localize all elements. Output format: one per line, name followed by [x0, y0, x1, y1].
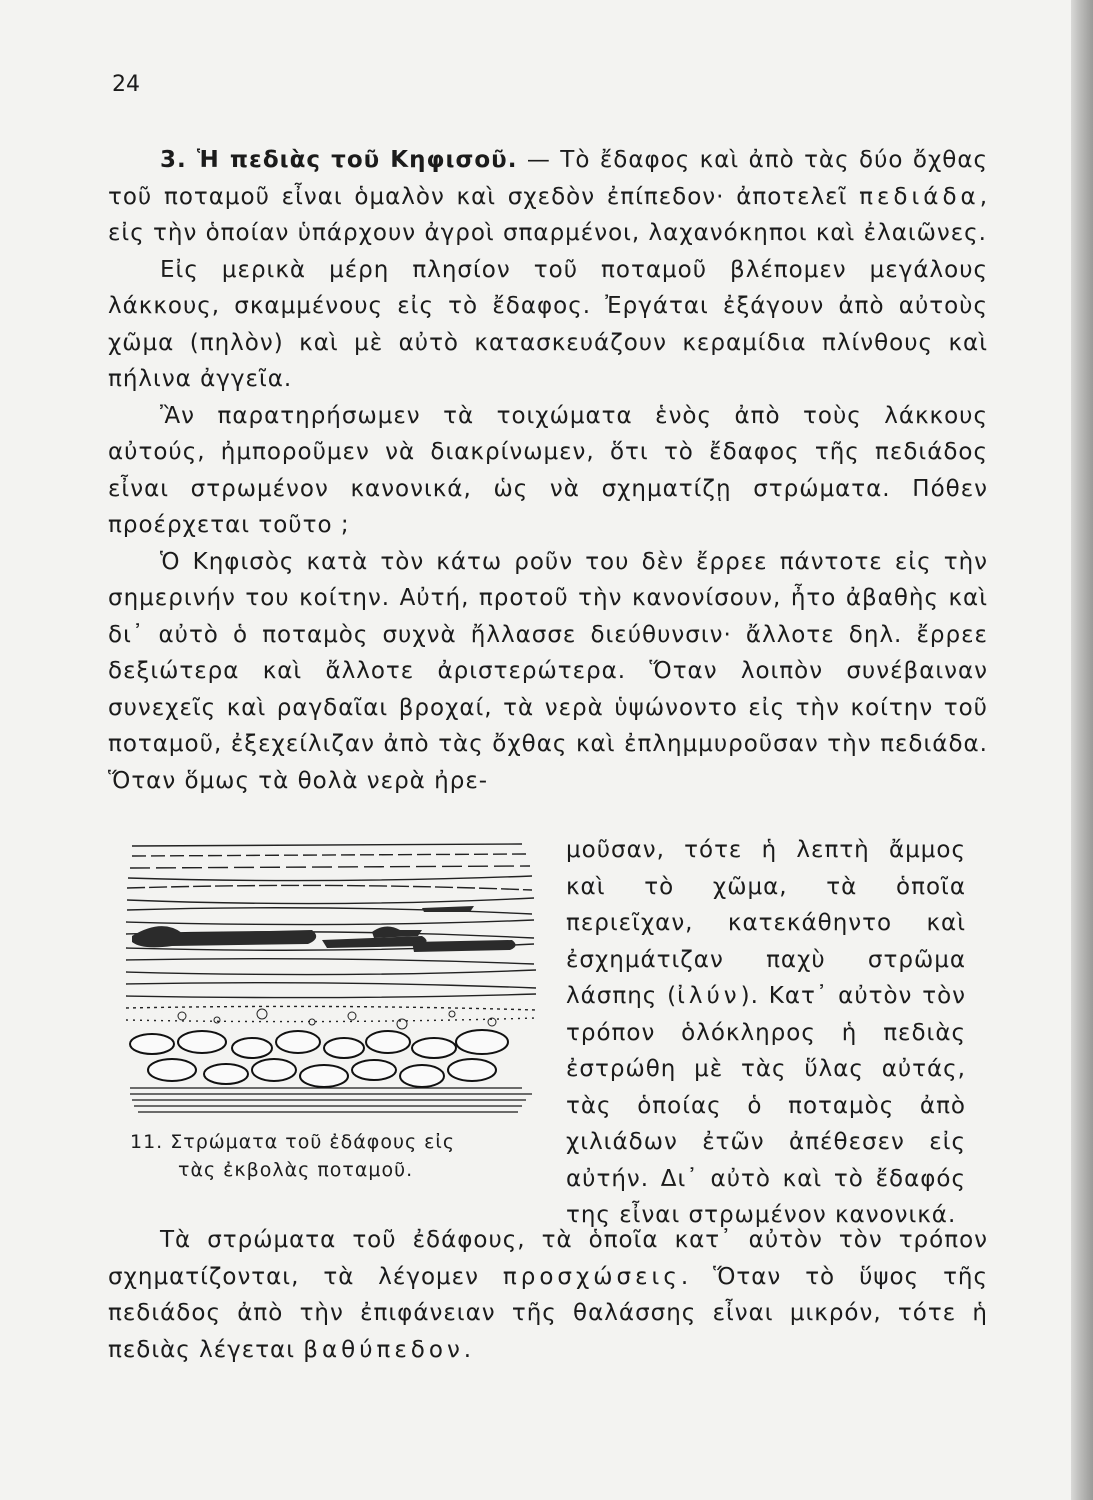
- caption-line-2: τὰς ἐκβολὰς ποταμοῦ.: [178, 1159, 414, 1181]
- paragraph-1-text: — Τὸ ἔδαφος καὶ ἀπὸ τὰς δύο ὄχθας τοῦ ποταμοῦ εἶναι ὁμαλὸν καὶ σχεδὸν ἐπίπεδον· ἀποτελεῖ: [108, 147, 988, 210]
- term-ilyn: ἰλύν: [677, 983, 741, 1009]
- soil-layers-illustration: [122, 838, 542, 1120]
- paragraph-4: Ὁ Κηφισὸς κατὰ τὸν κάτω ροῦν του δὲν ἔρρεε πάντοτε εἰς τὴν σημερινήν του κοίτην. Αὐτή, προτοῦ τὴν κανονίσουν, ἦτο ἀβαθὴς καὶ δι᾿ αὐτὸ ὁ ποταμὸς συχνὰ ἤλλασσε διεύθυνσιν· ἄλλοτε δηλ. ἔρρεε δεξιώτερα καὶ ἄλλοτε ἀριστερώτερα. Ὅταν λοιπὸν συνέβαιναν συνεχεῖς καὶ ραγδαῖαι βροχαί, τὰ νερὰ ὑψώνοντο εἰς τὴν κοίτην τοῦ ποταμοῦ, ἐξεχείλιζαν ἀπὸ τὰς ὄχθας καὶ ἐπλημμυροῦσαν τὴν πεδιάδα. Ὅταν ὅμως τὰ θολὰ νερὰ ἠρε-: [108, 548, 988, 794]
- term-proschoseis: προσχώσεις: [502, 1263, 681, 1290]
- paragraph-4-continued: [566, 832, 966, 1234]
- term-pediada: πεδιάδα: [859, 183, 980, 210]
- paragraph-5-b: . Ὅταν τὸ ὕψος τῆς πεδιάδος ἀπὸ τὴν ἐπιφάνειαν τῆς θαλάσσης εἶναι μικρόν, τότε ἡ πεδιὰς λέγεται: [108, 1263, 988, 1363]
- figure-caption: [130, 1128, 530, 1184]
- paragraph-1-end: , εἰς τὴν ὁποίαν ὑπάρχουν ἀγροὶ σπαρμένοι, λαχανόκηποι καὶ ἐλαιῶνες.: [108, 183, 988, 246]
- main-text-beside-figure: [566, 832, 966, 1234]
- paragraph-4-cont-a: μοῦσαν, τότε ἡ λεπτὴ ἄμμος καὶ τὸ χῶμα, τὰ ὁποῖα περιεῖχαν, κατεκάθηντο καὶ ἐσχημάτιζαν παχὺ στρῶμα λάσπης (: [566, 837, 966, 1009]
- paragraph-1: [108, 142, 988, 252]
- paragraph-5-a: Τὰ στρώματα τοῦ ἐδάφους, τὰ ὁποῖα κατ᾿ αὐτὸν τὸν τρόπον σχηματίζονται, τὰ λέγομεν: [108, 1227, 988, 1290]
- paragraph-4-cont-b: ). Κατ᾿ αὐτὸν τὸν τρόπον ὁλόκληρος ἡ πεδιὰς ἐστρώθη μὲ τὰς ὕλας αὐτάς, τὰς ὁποίας ὁ ποταμὸς ἀπὸ χιλιάδων ἐτῶν ἀπέθεσεν εἰς αὐτήν. Δι᾿ αὐτὸ καὶ τὸ ἔδαφός της εἶναι στρωμένον κανονικά.: [566, 983, 966, 1228]
- section-heading: 3. Ἡ πεδιὰς τοῦ Κηφισοῦ.: [160, 147, 518, 173]
- paragraph-5: [108, 1222, 988, 1368]
- caption-line-1: 11. Στρώματα τοῦ ἐδάφους εἰς: [130, 1131, 455, 1153]
- paragraph-5-end: .: [463, 1336, 473, 1363]
- paragraph-3: Ἂν παρατηρήσωμεν τὰ τοιχώματα ἑνὸς ἀπὸ τοὺς λάκκους αὐτούς, ἠμποροῦμεν νὰ διακρίνωμεν, ὅτι τὸ ἔδαφος τῆς πεδιάδος εἶναι στρωμένον κανονικά, ὡς νὰ σχηματίζῃ στρώματα. Πόθεν προέρχεται τοῦτο ;: [108, 402, 988, 538]
- term-bathypedon: βαθύπεδον: [303, 1336, 464, 1363]
- paragraph-2: Εἰς μερικὰ μέρη πλησίον τοῦ ποταμοῦ βλέπομεν μεγάλους λάκκους, σκαμμένους εἰς τὸ ἔδαφος. Ἐργάται ἐξάγουν ἀπὸ αὐτοὺς χῶμα (πηλὸν) καὶ μὲ αὐτὸ κατασκευάζουν κεραμίδια πλίνθους καὶ πήλινα ἀγγεῖα.: [108, 256, 988, 392]
- page-edge: [1071, 0, 1093, 1500]
- main-text-bottom: [108, 1222, 988, 1368]
- main-text-top: [108, 142, 988, 799]
- page-number: 24: [112, 72, 140, 97]
